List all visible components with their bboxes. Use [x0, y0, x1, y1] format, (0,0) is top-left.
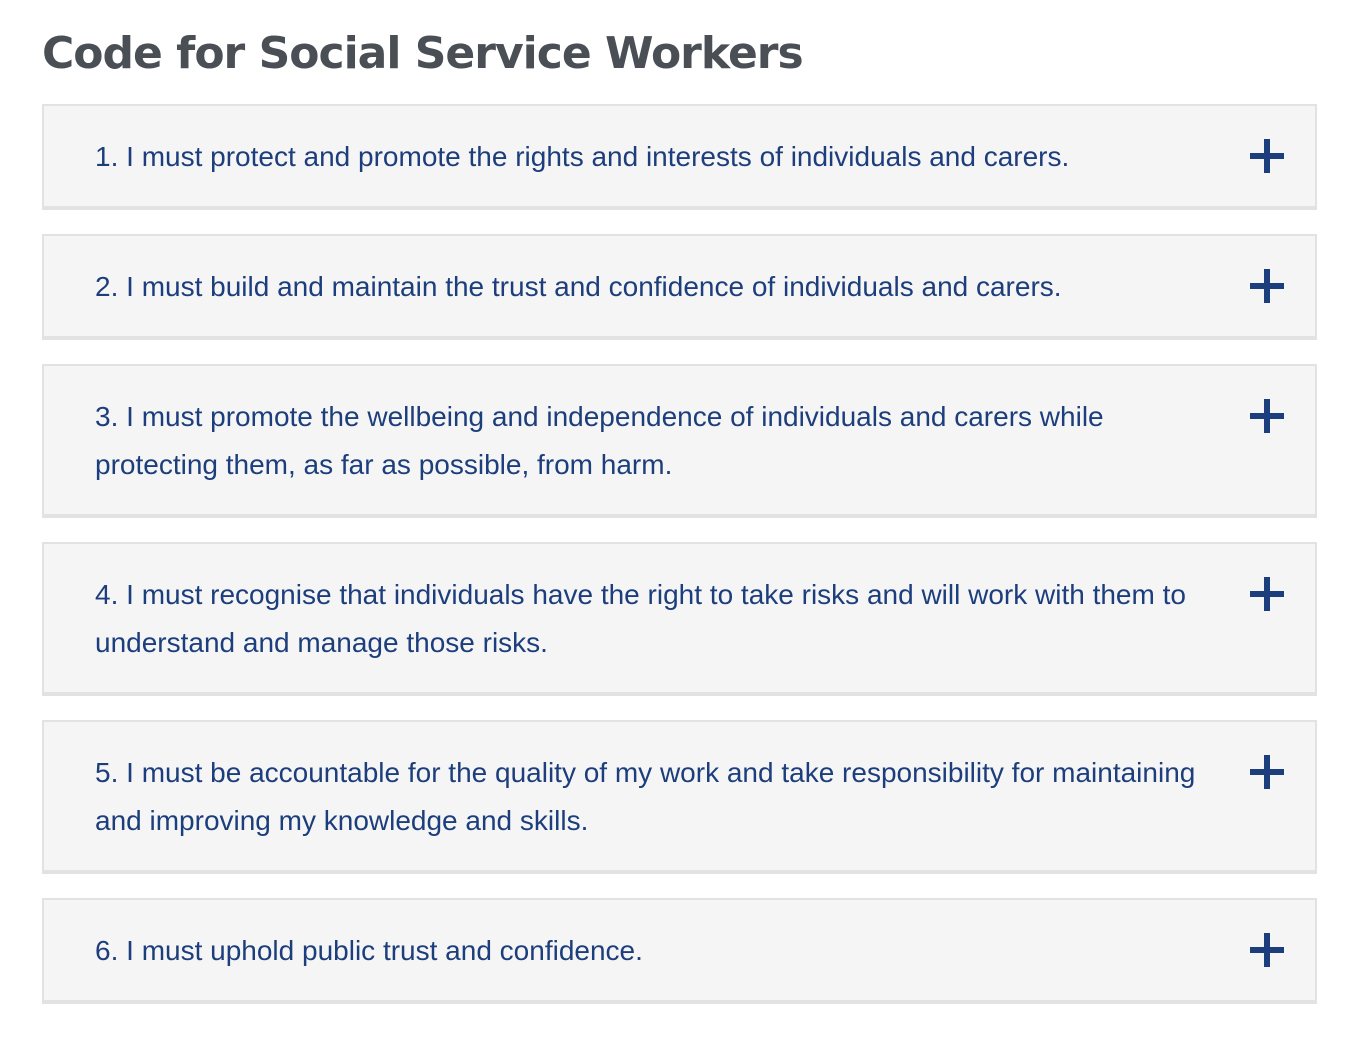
accordion-item-4[interactable]	[42, 542, 1317, 696]
plus-icon[interactable]	[1250, 577, 1284, 611]
accordion-item-label: 2. I must build and maintain the trust and confidence of individuals and carers.	[95, 271, 1062, 302]
accordion-item-label: 1. I must protect and promote the rights and interests of individuals and carers.	[95, 141, 1070, 172]
plus-icon[interactable]	[1250, 933, 1284, 967]
page-container	[42, 0, 1317, 966]
accordion-item-label: 5. I must be accountable for the quality of my work and take responsibility for maintaining and improving my knowledge and skills.	[95, 757, 1196, 836]
accordion-item-2[interactable]	[42, 234, 1317, 340]
plus-icon[interactable]	[1250, 139, 1284, 173]
accordion-item-6[interactable]	[42, 898, 1317, 1004]
accordion-item-1[interactable]	[42, 104, 1317, 210]
accordion-item-label: 6. I must uphold public trust and confidence.	[95, 935, 643, 966]
accordion-item-label: 4. I must recognise that individuals have the right to take risks and will work with them to understand and manage those risks.	[95, 579, 1186, 658]
accordion-item-3[interactable]	[42, 364, 1317, 518]
page-title: Code for Social Service Workers	[42, 28, 803, 79]
accordion-item-5[interactable]	[42, 720, 1317, 874]
plus-icon[interactable]	[1250, 399, 1284, 433]
accordion-item-label: 3. I must promote the wellbeing and independence of individuals and carers while protecting them, as far as possible, from harm.	[95, 401, 1104, 480]
plus-icon[interactable]	[1250, 755, 1284, 789]
plus-icon[interactable]	[1250, 269, 1284, 303]
